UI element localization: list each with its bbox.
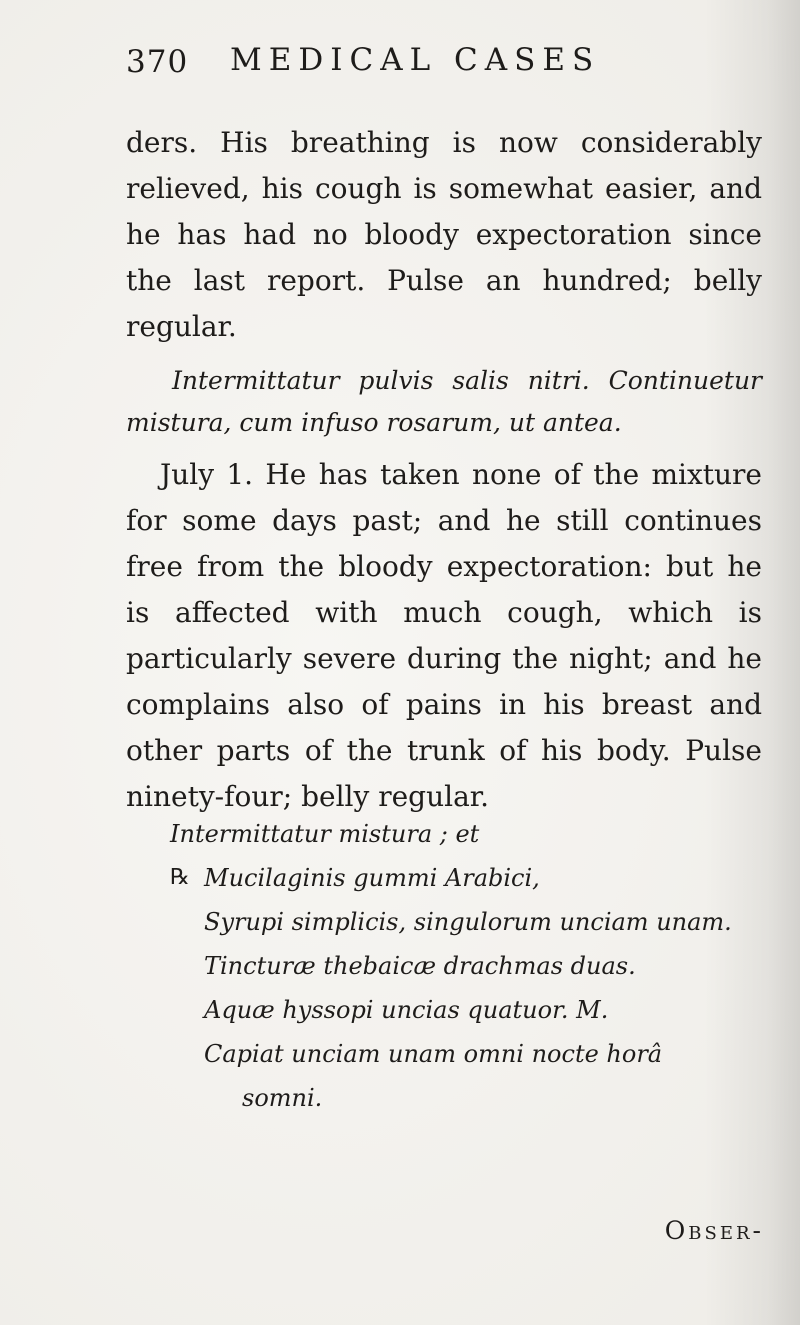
prescription-ingredient: Aquæ hyssopi uncias quatuor. M. — [204, 996, 609, 1024]
paragraph-continuation: ders. His breathing is now considerably relieved, his cough is somewhat easier, and he has had no bloody expectoration since the last report. Pulse an hundred; belly regular. — [126, 126, 762, 343]
rx-symbol: ℞ — [170, 865, 190, 890]
prescription-line — [170, 856, 770, 900]
prescription-intro: Intermittatur mistura ; et — [170, 820, 480, 848]
paragraph-july-1: July 1. He has taken none of the mixture for some days past; and he still continues free from the bloody expectoration: but he is affected with much cough, which is particularly severe during the night; and he complains also of pains in his breast and other parts of the trunk of his body. Pulse ninety-four; belly regular. — [126, 458, 762, 813]
prescription-ingredient: Mucilaginis gummi Arabici, — [204, 864, 540, 892]
running-head: MEDICAL CASES — [230, 42, 601, 78]
page-header — [126, 38, 766, 88]
prescription-ingredient: Syrupi simplicis, singulorum unciam unam. — [204, 908, 732, 936]
prescription-ingredient: somni. — [242, 1084, 323, 1112]
page-number: 370 — [126, 44, 189, 80]
prescription-line — [170, 1076, 770, 1120]
prescription-intro-line — [170, 812, 770, 856]
body-text — [126, 120, 762, 820]
prescription-line — [170, 1032, 770, 1076]
prescription-line — [170, 900, 770, 944]
prescription-ingredient: Tincturæ thebaicæ drachmas duas. — [204, 952, 636, 980]
prescription-line — [170, 988, 770, 1032]
catchword: Obser- — [664, 1216, 764, 1245]
prescription-ingredient: Capiat unciam unam omni nocte horâ — [204, 1040, 663, 1068]
prescription-line — [170, 944, 770, 988]
prescription-block — [170, 812, 770, 1120]
latin-directive: Intermittatur pulvis salis nitri. Continuetur mistura, cum infuso rosarum, ut antea. — [126, 366, 762, 437]
